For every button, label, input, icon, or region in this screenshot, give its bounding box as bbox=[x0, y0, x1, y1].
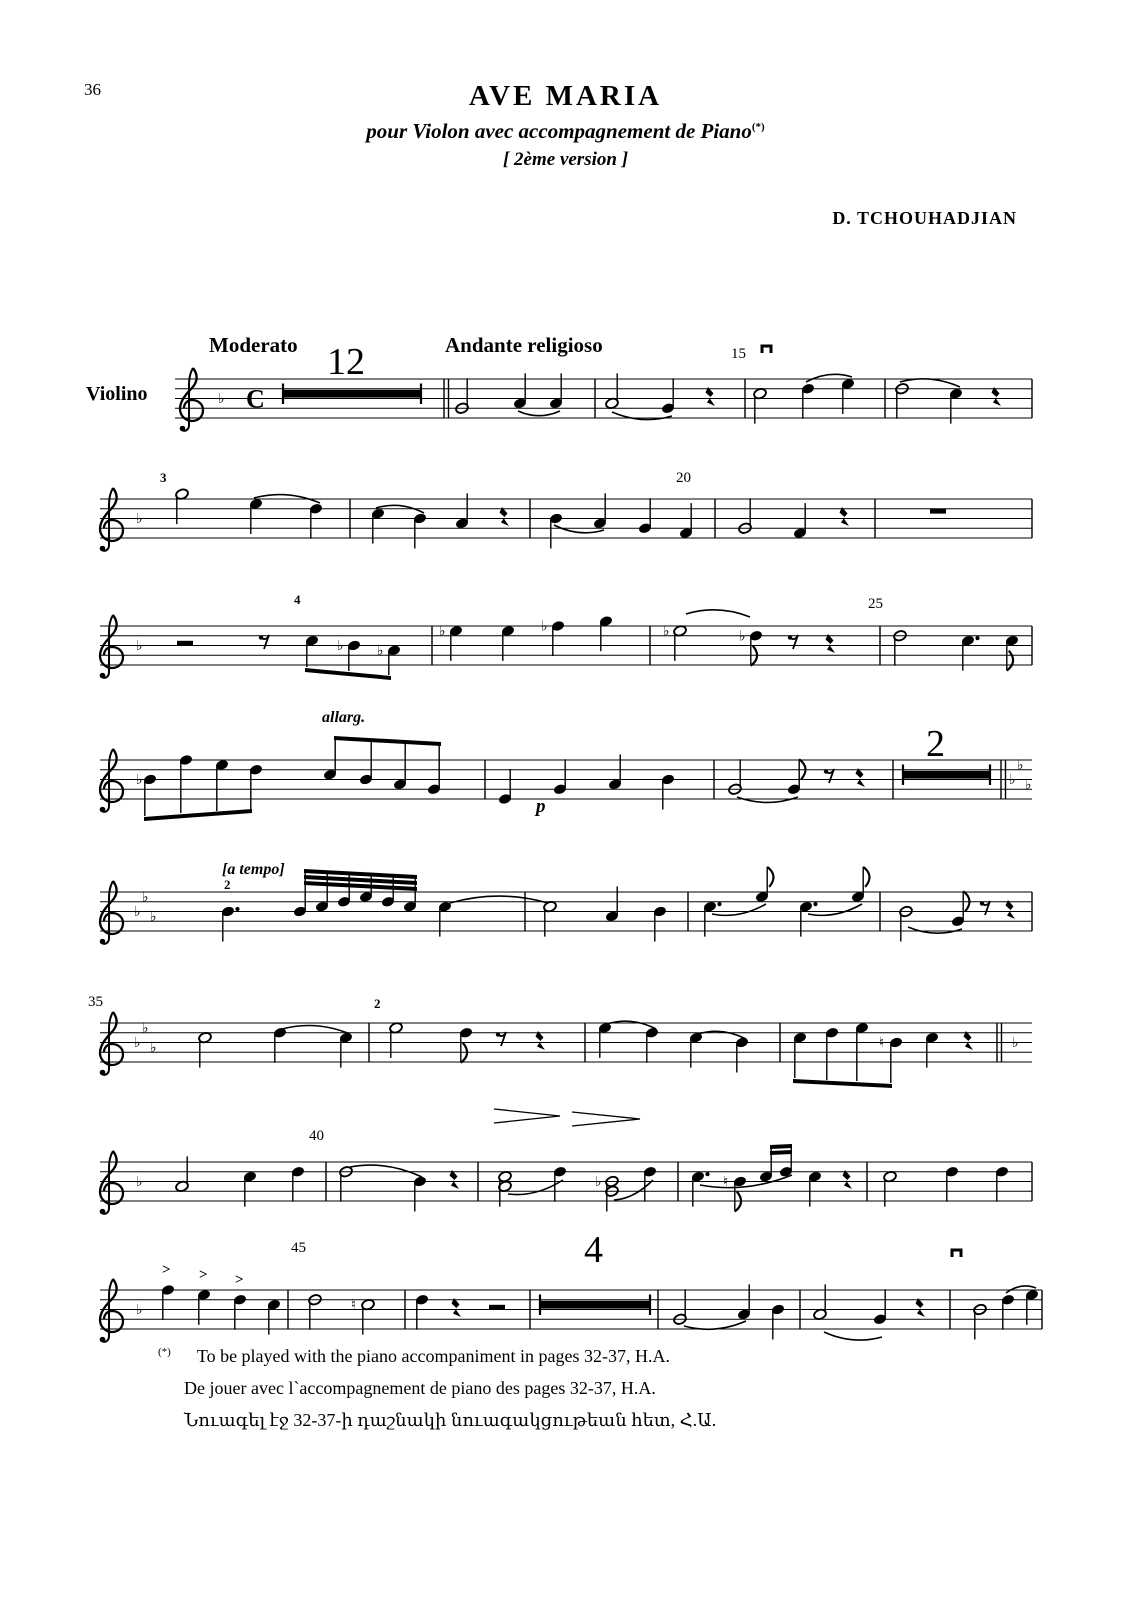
slur bbox=[684, 1321, 746, 1329]
annotation-text: p bbox=[536, 796, 546, 817]
annotation-text: 2 bbox=[374, 996, 381, 1011]
common-time-icon: C bbox=[246, 384, 265, 414]
eighth-rest bbox=[985, 901, 990, 915]
flat-icon: ♭ bbox=[136, 1174, 143, 1190]
treble-clef-icon bbox=[100, 1012, 123, 1065]
flat-icon: ♭ bbox=[136, 1302, 143, 1318]
treble-clef-icon bbox=[100, 488, 123, 541]
slur bbox=[824, 1332, 882, 1340]
accent-icon: > bbox=[235, 1272, 244, 1288]
decrescendo-hairpin bbox=[494, 1109, 560, 1116]
flat-icon: ♭ bbox=[439, 623, 446, 640]
annotation-text: 2 bbox=[224, 877, 231, 892]
note-flag bbox=[767, 867, 773, 887]
piece-title: AVE MARIA bbox=[468, 80, 663, 112]
flat-icon: ♭ bbox=[663, 623, 670, 640]
footnote bbox=[158, 1336, 716, 1436]
accent-icon: > bbox=[199, 1267, 208, 1283]
annotation-text: 15 bbox=[731, 346, 746, 362]
flat-icon: ♭ bbox=[134, 904, 141, 920]
flat-icon: ♭ bbox=[136, 772, 143, 788]
treble-clef-icon bbox=[100, 615, 123, 668]
annotation-text: 12 bbox=[327, 341, 365, 383]
treble-clef-icon bbox=[180, 426, 186, 432]
annotation-text: Andante religioso bbox=[445, 333, 603, 357]
annotation-text: 45 bbox=[291, 1240, 306, 1256]
treble-clef-icon bbox=[100, 807, 106, 813]
quarter-rest bbox=[916, 1298, 926, 1317]
flat-icon: ♭ bbox=[1017, 757, 1024, 774]
quarter-rest bbox=[1006, 900, 1016, 919]
annotation-text: [a tempo] bbox=[222, 861, 285, 878]
whole-rest bbox=[930, 509, 946, 514]
quarter-rest bbox=[992, 387, 1002, 406]
slur bbox=[614, 1180, 653, 1200]
footnote-marker: (*) bbox=[158, 1346, 171, 1358]
half-rest bbox=[489, 1305, 505, 1310]
flat-icon: ♭ bbox=[134, 1035, 141, 1051]
annotation-text: 4 bbox=[584, 1229, 603, 1271]
annotation-text: 25 bbox=[868, 596, 883, 612]
annotation-text: 35 bbox=[88, 994, 103, 1010]
quarter-rest bbox=[843, 1170, 853, 1189]
footnote-marker-ref: (*) bbox=[751, 121, 765, 133]
note-flag bbox=[863, 867, 869, 887]
decrescendo-hairpin bbox=[572, 1119, 640, 1126]
augmentation-dot bbox=[813, 902, 817, 906]
treble-clef-icon bbox=[100, 1279, 123, 1332]
page-number: 36 bbox=[84, 80, 101, 99]
flat-icon: ♭ bbox=[136, 638, 143, 654]
quarter-rest bbox=[500, 507, 510, 526]
quarter-rest bbox=[826, 634, 836, 653]
annotation-text: 2 bbox=[926, 723, 945, 765]
augmentation-dot bbox=[705, 1172, 709, 1176]
multimeasure-rest bbox=[540, 1301, 650, 1309]
treble-clef-icon bbox=[100, 1209, 106, 1215]
flat-icon: ♭ bbox=[337, 638, 344, 654]
augmentation-dot bbox=[717, 902, 721, 906]
annotation-text: 40 bbox=[309, 1128, 324, 1144]
quarter-rest bbox=[856, 768, 866, 787]
footnote-text-english: To be played with the piano accompaniment in pages 32-37, H.A. bbox=[196, 1346, 670, 1366]
flat-icon: ♭ bbox=[142, 1020, 149, 1037]
treble-clef-icon bbox=[100, 1151, 123, 1204]
slur bbox=[686, 610, 750, 617]
downbow-icon bbox=[762, 346, 771, 353]
eighth-rest bbox=[793, 635, 798, 649]
beam bbox=[793, 1079, 892, 1088]
staff-label: Violino bbox=[86, 383, 148, 405]
annotation-text: Moderato bbox=[209, 333, 298, 357]
treble-clef-icon bbox=[100, 546, 106, 552]
treble-clef-icon bbox=[100, 673, 106, 679]
annotation-text: allarg. bbox=[322, 709, 366, 726]
composer-name: D. TCHOUHADJIAN bbox=[832, 208, 1017, 228]
decrescendo-hairpin bbox=[494, 1116, 560, 1123]
flat-icon: ♭ bbox=[150, 908, 157, 925]
eighth-rest bbox=[501, 1032, 506, 1046]
downbow-icon bbox=[952, 1250, 961, 1257]
treble-clef-icon bbox=[100, 939, 106, 945]
slur bbox=[350, 1165, 422, 1177]
quarter-rest bbox=[840, 507, 850, 526]
multimeasure-rest bbox=[903, 771, 990, 779]
footnote-line-1 bbox=[158, 1336, 716, 1372]
annotation-text: 20 bbox=[676, 470, 691, 486]
eighth-rest bbox=[264, 635, 269, 649]
multimeasure-rest bbox=[283, 390, 421, 398]
beam bbox=[770, 1150, 792, 1155]
quarter-rest bbox=[452, 1298, 462, 1317]
decrescendo-hairpin bbox=[572, 1112, 640, 1119]
natural-icon: ♮ bbox=[879, 1035, 885, 1051]
beam bbox=[334, 736, 441, 746]
augmentation-dot bbox=[975, 636, 979, 640]
flat-icon: ♭ bbox=[150, 1039, 157, 1056]
flat-icon: ♭ bbox=[377, 642, 384, 659]
quarter-rest bbox=[964, 1031, 974, 1050]
flat-icon: ♭ bbox=[1009, 772, 1016, 788]
annotation-text: 4 bbox=[294, 592, 301, 607]
annotation-text: 3 bbox=[160, 470, 167, 485]
treble-clef-icon bbox=[100, 1337, 106, 1343]
augmentation-dot bbox=[235, 907, 239, 911]
flat-icon: ♭ bbox=[541, 618, 548, 635]
accent-icon: > bbox=[162, 1262, 171, 1278]
slur bbox=[900, 379, 960, 387]
beam bbox=[770, 1144, 792, 1149]
quarter-rest bbox=[706, 387, 716, 406]
slur bbox=[908, 927, 962, 933]
footnote-line-2: De jouer avec l`accompagnement de piano des pages 32-37, H.A. bbox=[184, 1378, 656, 1398]
flat-icon: ♭ bbox=[1025, 776, 1032, 793]
half-rest bbox=[177, 641, 193, 646]
slur bbox=[607, 1021, 656, 1029]
treble-clef-icon bbox=[180, 368, 203, 421]
flat-icon: ♭ bbox=[595, 1174, 602, 1190]
flat-icon: ♭ bbox=[142, 889, 149, 906]
eighth-rest bbox=[829, 769, 834, 783]
flat-icon: ♭ bbox=[218, 391, 225, 407]
footnote-line-3: Նուագել էջ 32-37-ի դաշնակի նուագակցութեան հետ, Հ.Ա. bbox=[184, 1410, 717, 1430]
beam bbox=[144, 809, 252, 821]
quarter-rest bbox=[536, 1031, 546, 1050]
quarter-rest bbox=[450, 1170, 460, 1189]
slur bbox=[518, 411, 560, 416]
subtitle-text: pour Violon avec accompagnement de Piano bbox=[366, 119, 752, 143]
flat-icon: ♭ bbox=[739, 628, 746, 645]
treble-clef-icon bbox=[100, 881, 123, 934]
beam bbox=[305, 668, 391, 680]
treble-clef-icon bbox=[100, 749, 123, 802]
treble-clef-icon bbox=[100, 1070, 106, 1076]
slur bbox=[737, 797, 798, 802]
flat-icon: ♭ bbox=[1012, 1035, 1019, 1051]
natural-icon: ♮ bbox=[351, 1297, 357, 1314]
version-label: [ 2ème version ] bbox=[502, 149, 629, 170]
flat-icon: ♭ bbox=[136, 511, 143, 527]
note-flag bbox=[1007, 651, 1013, 671]
natural-icon: ♮ bbox=[723, 1174, 729, 1190]
